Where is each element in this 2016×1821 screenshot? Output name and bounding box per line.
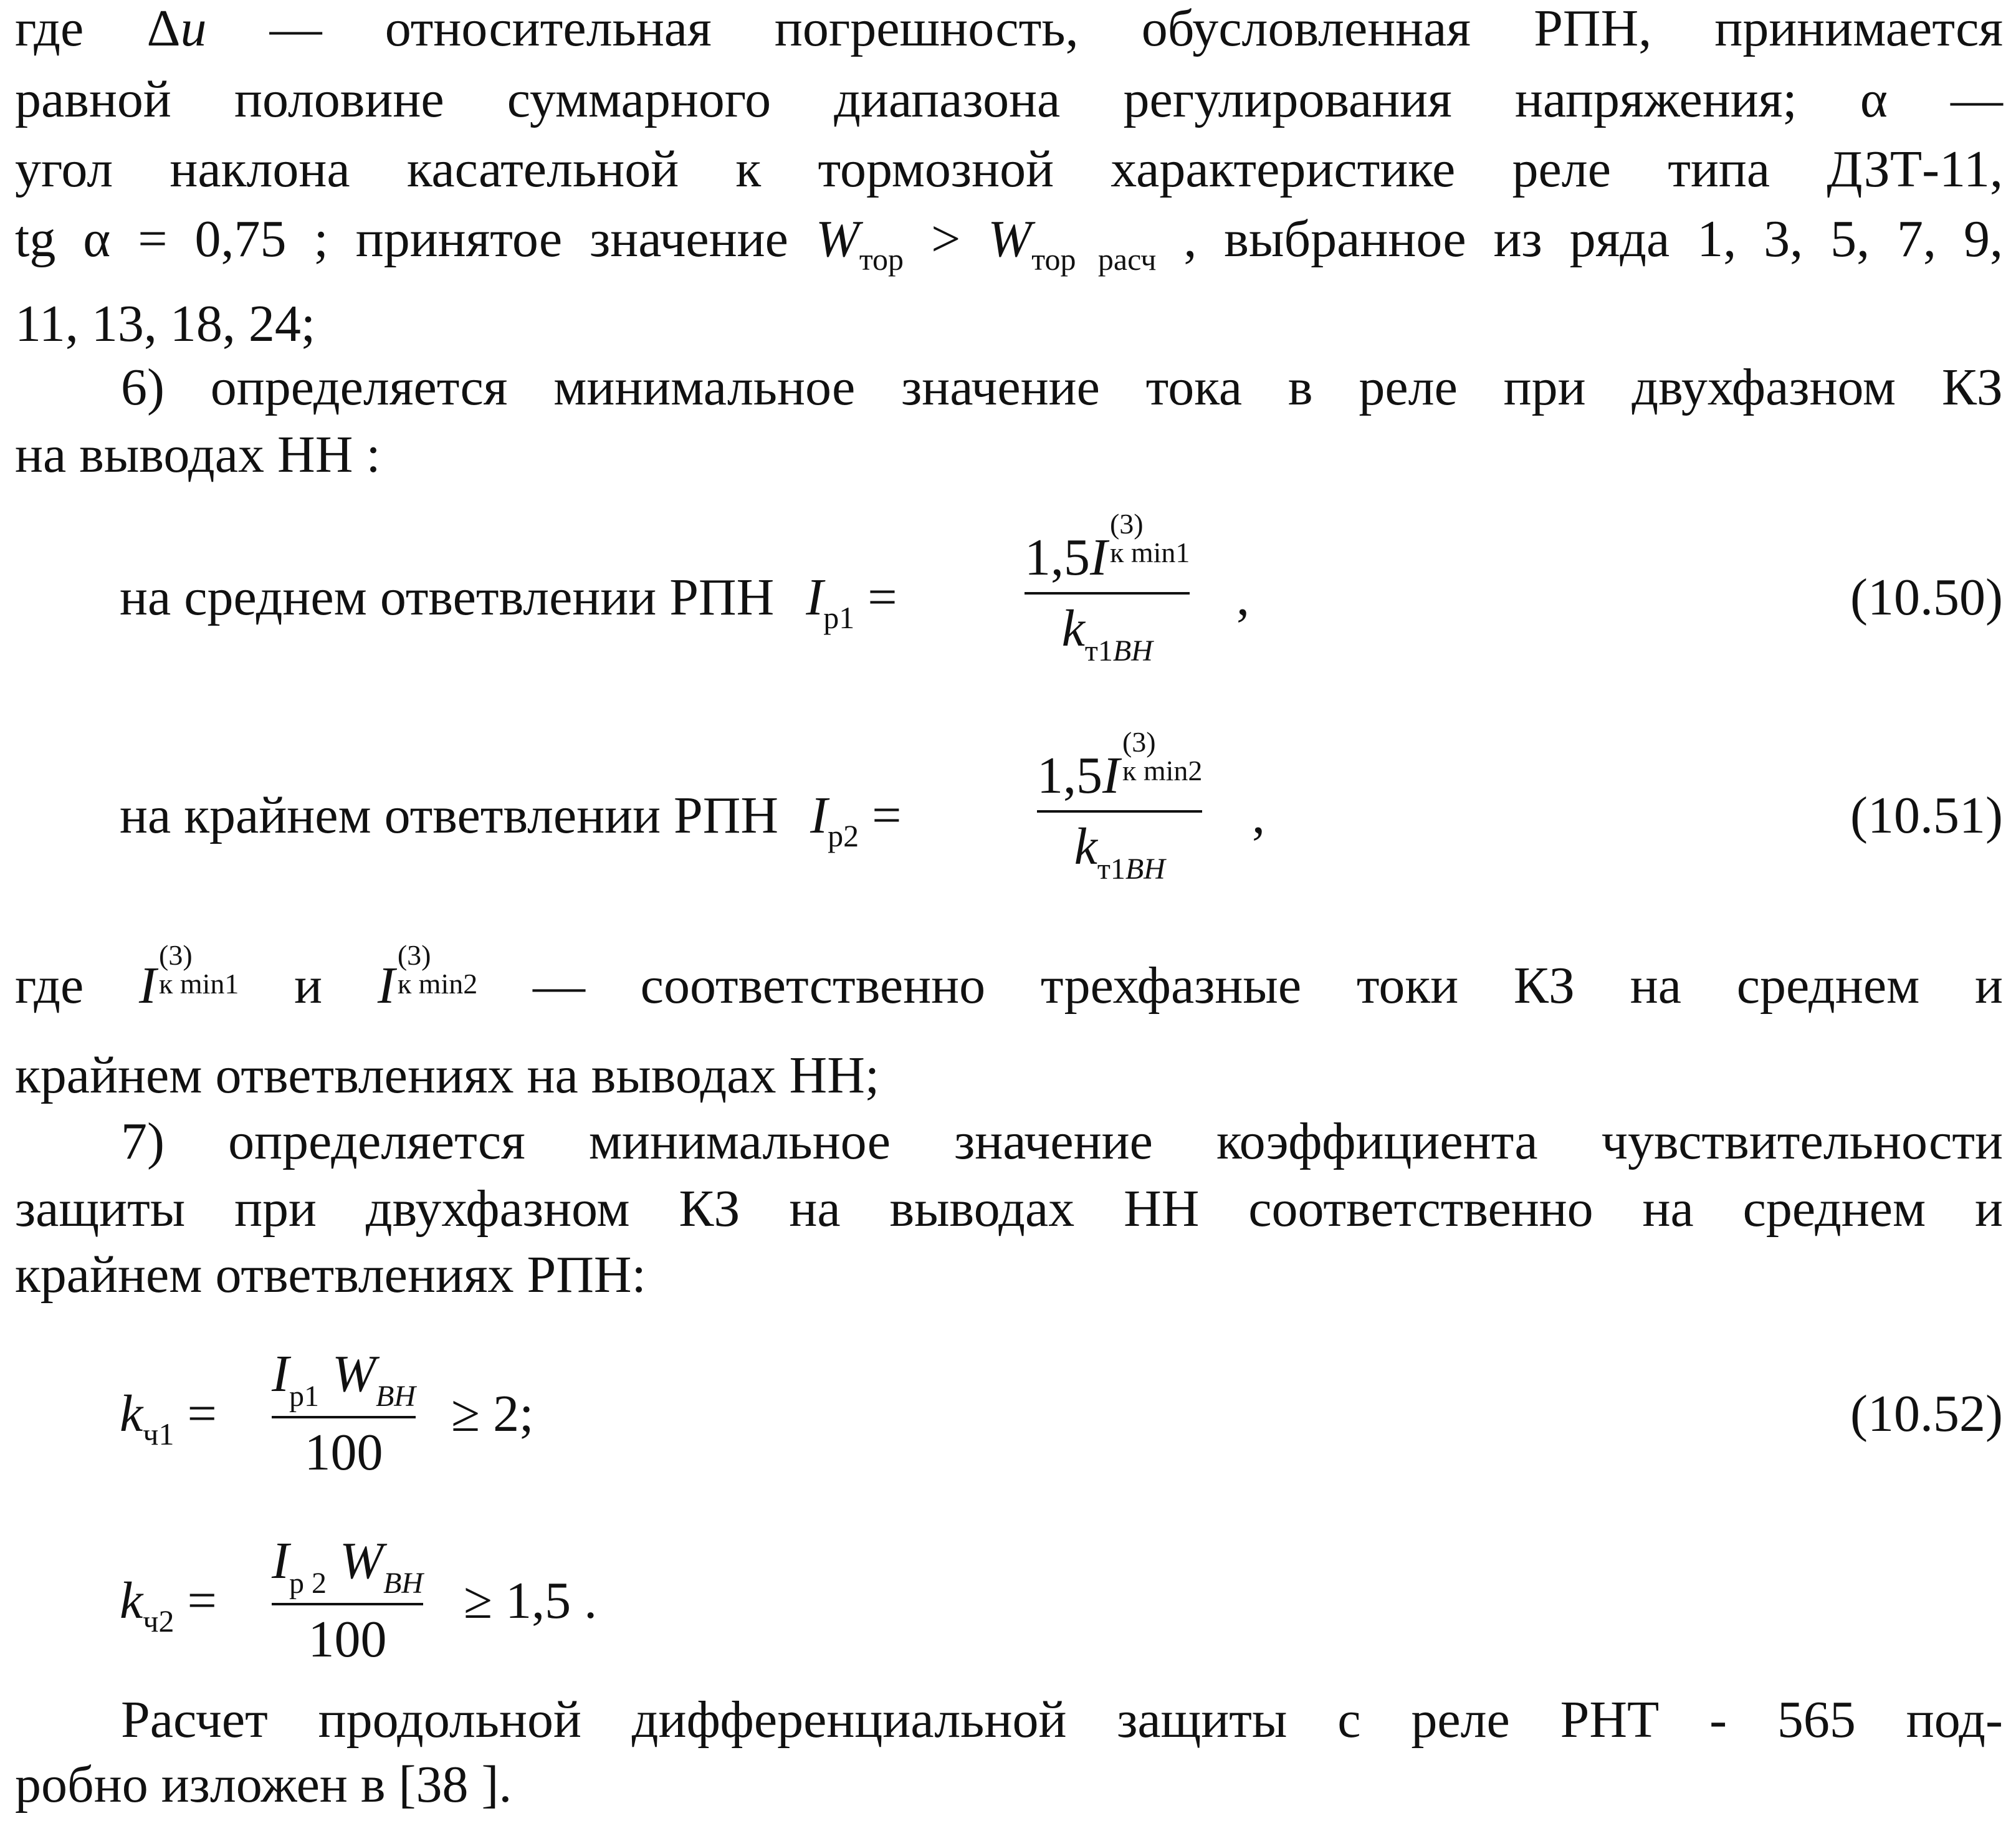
eq1050-denominator: $k_{т1ВН}$ bbox=[1061, 600, 1153, 667]
eq-k2-tail: ≥ 1,5 . bbox=[464, 1572, 598, 1630]
eq1051-denominator: $k_{т1ВН}$ bbox=[1074, 818, 1165, 886]
item7-line1: 7) определяется минимальное значение коэффициента чувствительности bbox=[121, 1112, 2003, 1170]
eq1050-number: (10.50) bbox=[1850, 568, 2003, 626]
para2-line2: крайнем ответвлениях на выводах НН; bbox=[15, 1046, 880, 1104]
equation-k-ch2: $k_{ч2}$ = $I_{р 2}$ $W_{ВН}$ 100 ≥ 1,5 . bbox=[15, 1514, 2003, 1689]
item6-line2: на выводах НН : bbox=[15, 426, 381, 484]
eq-k2-fraction bbox=[272, 1527, 423, 1674]
eq1052-fraction bbox=[272, 1340, 416, 1487]
eq-k2-numerator: $I_{р 2}$ $W_{ВН}$ bbox=[272, 1532, 423, 1600]
eq1051-fraction bbox=[1037, 726, 1203, 889]
eq1050-fraction bbox=[1025, 508, 1190, 671]
para1-line2: равной половине суммарного диапазона регулирования напряжения; α — bbox=[15, 70, 2003, 128]
eq1052-tail: ≥ 2; bbox=[451, 1385, 534, 1443]
item7-line3: крайнем ответвлениях РПН: bbox=[15, 1246, 646, 1304]
eq1051-numerator: 1,5I (3) к min2 bbox=[1037, 726, 1203, 805]
eq1051-label: на крайнем ответвлении РПН bbox=[120, 786, 779, 844]
eq1052-number: (10.52) bbox=[1850, 1385, 2003, 1443]
eq1050-label: на среднем ответвлении РПН bbox=[120, 568, 775, 626]
para1-line5: 11, 13, 18, 24; bbox=[15, 295, 316, 353]
eq1050-numerator: 1,5I (3) к min1 bbox=[1025, 508, 1190, 586]
eq1052-denominator: 100 bbox=[304, 1423, 383, 1481]
para2-line1: где I (3) к min1 и I (3) к min2 — соответственно трехфазные токи КЗ на среднем и bbox=[15, 939, 2003, 1015]
equation-10-51: на крайнем ответвлении РПН $I_{р2}$ = 1,5I (3) к min2 $k_{т1ВН}$ , (10.51) bbox=[15, 729, 2003, 904]
item7-line2: защиты при двухфазном КЗ на выводах НН соответственно на среднем и bbox=[15, 1180, 2003, 1238]
final-line2: робно изложен в [38 ]. bbox=[15, 1756, 512, 1814]
para1-line4: tg α = 0,75 ; принятое значение $W_{тор} > W_{тор расч}$ , выбранное из ряда 1, 3, 5, 7, 9, bbox=[15, 210, 2003, 277]
eq1051-number: (10.51) bbox=[1850, 786, 2003, 844]
equation-10-50: на среднем ответвлении РПН $I_{р1}$ = 1,5I (3) к min1 $k_{т1ВН}$ , (10.50) bbox=[15, 511, 2003, 686]
eq-k2-denominator: 100 bbox=[308, 1610, 387, 1668]
para1-line3: угол наклона касательной к тормозной характеристике реле типа ДЗТ-11, bbox=[15, 140, 2003, 198]
item6-line1: 6) определяется минимальное значение тока в реле при двухфазном КЗ bbox=[121, 358, 2003, 416]
para1-line1: где Δu — относительная погрешность, обусловленная РПН, принимается bbox=[15, 0, 2003, 57]
equation-10-52: $k_{ч1}$ = $I_{р1}$ $W_{ВН}$ 100 ≥ 2; (10.52) bbox=[15, 1327, 2003, 1502]
eq1052-numerator: $I_{р1}$ $W_{ВН}$ bbox=[272, 1345, 416, 1413]
final-line1: Расчет продольной дифференциальной защиты с реле РНТ - 565 под- bbox=[121, 1691, 2003, 1749]
